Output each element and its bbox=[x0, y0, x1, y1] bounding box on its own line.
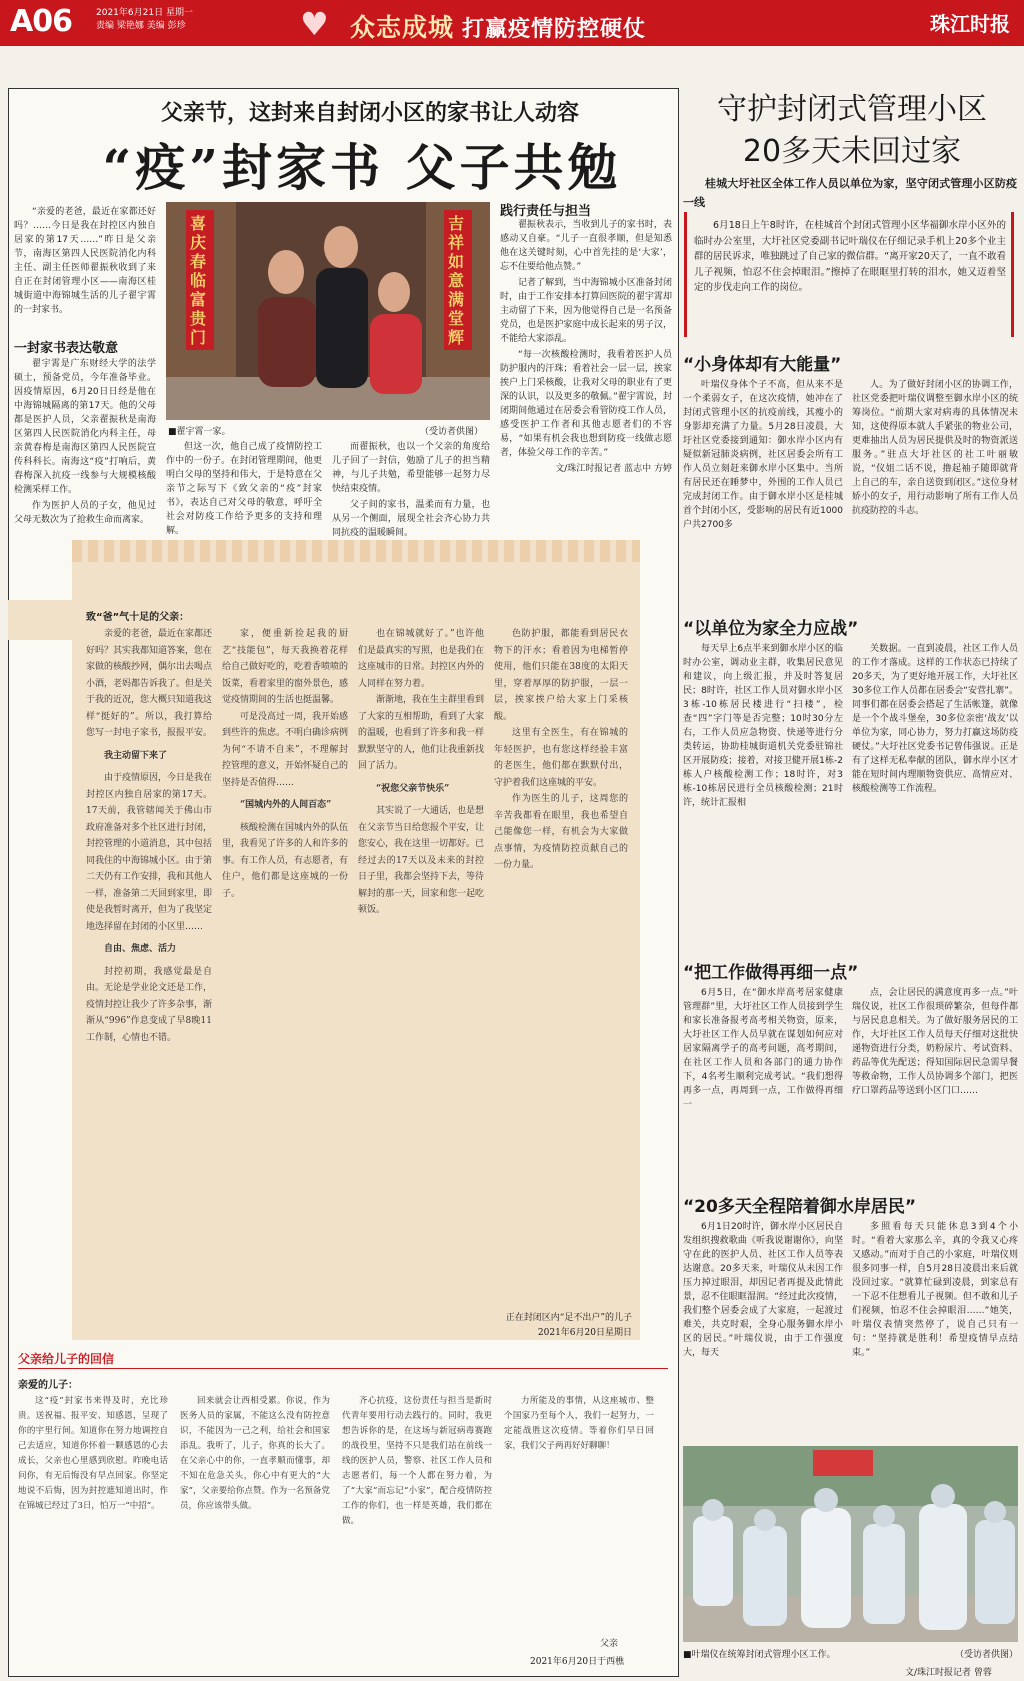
left-headline: “疫”封家书 父子共勉 bbox=[102, 138, 622, 197]
body-text-1: 翟宇霄是广东财经大学的法学硕士，预备党员，今年准备毕业。因疫情原因，6月20日日经是他在中海锦城隔离的第17天。他的父母都是医护人员，父亲翟振秋是南海区第四人民医院消化内科主任，母亲黄春梅是南海区第四人民医院宣传科科长。南海这“疫”打响后，黄春梅深入抗疫一线参与大规模核酸检测采样工作。 bbox=[14, 359, 156, 495]
right-byline: 文/珠江时报记者 曾蓉 bbox=[905, 1668, 992, 1678]
reply-text-1: 这“疫”封家书来得及时，充比珍贵。送祝福、报平安、知感恩，呈现了你的宇里行间。知道你在努力地调控自己去适应，知道你怀着一颗感恩的心去成长，父亲也心里感到欣慰。昨晚电话问你，有无后悔没有早点回家。你坚定地说不后悔，因为封控遮知道出时，作在锦城已经过了3日，怕万一“中招”。 bbox=[18, 1396, 168, 1511]
reply-text-4: 力所能及的事情，从这座城市、整个国家乃至每个人，我们一起努力，一定能战胜这次疫情。等着你们早日回家，我们父子两再好好聊聊！ bbox=[504, 1396, 654, 1451]
letter-subhead-4: “祝您父亲节快乐” bbox=[376, 783, 450, 794]
family-photo bbox=[166, 202, 490, 420]
letter-text-3: 也在锦城就好了。”也许他们是最真实的写照，也是我们在这座城市的日常。封控区内外的人同样在努力着。 bbox=[358, 629, 485, 689]
letter-subhead-3: “国城内外的人间百态” bbox=[240, 800, 332, 810]
right-s4-text-1: 6月1日20时许，御水岸小区居民自发组织搜救歌曲《听我说谢谢你》，向坚守在此的医护人员、社区工作人员等表达谢意。20多天来，叶瑞仪从未因工作压力掉过眼泪，却因记者再提及此情此景，忍不住眼眶湿润。“经过此次疫情，我们整个居委会成了大家庭，一起渡过难关，共克时艰，全身心服务御水岸小区的居民。”叶瑞仪说，由于工作强度大，每天 bbox=[683, 1222, 843, 1358]
body-column-1 bbox=[14, 357, 156, 529]
community-photo-credit: （受访者供图） bbox=[955, 1650, 1019, 1660]
right-subhead-1: “小身体却有大能量” bbox=[683, 355, 842, 375]
letter-text-3b: 渐渐地，我在生主群里看到了大家的互相帮助，看到了大家的温暖，也看到了许多和我一样默默坚守的人，他们让我重新找回了活力。 bbox=[358, 695, 485, 771]
section-title-main: 众志成城 bbox=[350, 13, 455, 42]
letter-column-1 bbox=[86, 626, 212, 1046]
right-deck bbox=[683, 174, 1017, 214]
mid-text-1: 但这一次，他自己成了疫情防控工作中的一份子。在封闭管理期间，他更明白父母的坚持和伟大，于是特意在父亲节之际写下《致父亲的“疫”封家书》，表达自己对父母的敬意，呼吁全社会对防疫工作给予更多的支持和理解。 bbox=[166, 442, 322, 536]
letter-side-tab bbox=[8, 600, 72, 640]
right-deck-text: 桂城大圩社区全体工作人员以单位为家，坚守闭式管理小区防疫一线 bbox=[683, 177, 1017, 209]
reply-text-2: 回来就会让西相受累。你说，作为医务人员的家属，不能这么没有防控意识，不能因为一己之利，给社会和国家添乱。我听了，儿子，你真的长大了。在父亲心中的你，一直孝顺而懂事，却不知在危急关头，你心中有更大的“大家”，父亲要给你点赞。作为一名预备党员，你应该带头做。 bbox=[180, 1396, 330, 1511]
right-s3-text-2: 点，会让居民的满意度再多一点。”叶瑞仪说，社区工作很琐碎繁杂，但每件都与居民息息相关。为了做好服务居民的工作，大圩社区工作人员每天仔细对这批快递物资进行分类，奶粉尿片、考试资料、药品等优先配送；得知国际居民急需早餐等救命物，工作人员协调多个部门，把医疗口罩药品等送到小区门口…… bbox=[852, 988, 1018, 1096]
letter-greeting: 致“爸”气十足的父亲： bbox=[86, 612, 190, 623]
reply-column-3 bbox=[342, 1394, 492, 1529]
masthead-meta bbox=[96, 7, 193, 33]
editors-line: 责编 梁艳娜 美编 彭珍 bbox=[96, 21, 186, 31]
reply-date: 2021年6月20日于西樵 bbox=[530, 1657, 625, 1667]
masthead-band bbox=[0, 0, 1024, 46]
letter-text-4c: 作为医生的儿子，这周您的辛苦我都看在眼里，我也希望自己能像您一样，有机会为大家做点事情，为疫情防控贡献自己的一份力量。 bbox=[494, 794, 628, 870]
letter-column-4 bbox=[494, 626, 628, 874]
mid-column-2 bbox=[332, 440, 490, 542]
photo-credit: （受访者供图） bbox=[420, 427, 484, 437]
right-s2-text-1: 每天早上6点半来到御水岸小区的临时办公室，调动业主群，收集居民意见和建议，向上级汇报，并及时答复居民；8时许，社区工作人员对御水岸小区3栋-10栋居民楼进行“扫楼”，检查“四”字门等是否完整；10时30分左右，工作人员应急物资、快递等进行分类转运，协助桂城街道机关党委驻锦社区开展防疫；接着，对接卫健开展1栋-2栋人户核酸检测工作；18时许，对3栋-10栋居民进行全员核酸检测；21时许，统计汇报相 bbox=[683, 644, 843, 808]
left-byline: 文/珠江时报记者 蓝志中 方婷 bbox=[555, 464, 672, 474]
reply-salutation: 亲爱的儿子： bbox=[18, 1380, 78, 1391]
letter-text-2: 家，便重新捡起我的厨艺“技能包”，每天我换着花样给自己做好吃的，吃着香喷喷的饭菜，看着家里的窗外景色，感觉疫情期间的生活也挺温馨。 bbox=[222, 629, 349, 705]
letter-subhead-1: 我主动留下来了 bbox=[104, 750, 168, 761]
letter-text-2c: 核酸检测在国城内外的队伍里，我看见了许多的人和许多的事。有工作人员，有志愿者，有住户，他们都是这座城的一份子。 bbox=[222, 822, 349, 899]
mid-text-3: 父子间的家书，温柔而有力量，也从另一个侧面，展现全社会齐心协力共同抗疫的温暖瞬间。 bbox=[332, 500, 490, 538]
letter-column-3 bbox=[358, 626, 484, 919]
right-lead-text: 6月18日上午8时许，在桂城首个封闭式管理小区华福御水岸小区外的临时办公室里，大圩社区党委副书记叶瑞仪在仔细记录手机上20多个业主群的居民诉求，唯独跳过了自己家的微信群。“离开家20天了，一直不敢看儿子视频，怕忍不住会掉眼泪。”擦掉了在眼眶里打转的泪水，她又迈着坚定的步伐走向工作的岗位。 bbox=[694, 220, 1006, 293]
right-s4-col1 bbox=[683, 1220, 843, 1362]
couplet-right: 吉祥如意满堂辉 bbox=[448, 214, 465, 347]
letter-text-3c: 其实说了一大通话，也是想在父亲节当日给您报个平安，让您安心，我在这里一切都好。已经过去的17天以及未来的封控日子里，我都会坚持下去，等待解封的那一天，回家和您一起吃顿饭。 bbox=[358, 806, 485, 915]
right-s3-col2 bbox=[852, 986, 1018, 1100]
reply-column-4 bbox=[504, 1394, 654, 1454]
right-s1-text-2: 人。为了做好封闭小区的协调工作，社区党委把叶瑞仪调整至御水岸小区的统筹岗位。“前期大家对病毒的具体情况未知，这使得原本就人手紧张的物业公司，更难抽出人员为居民提供及时的物资派送服务。”驻点大圩社区的社工叶丽敏说，“仪姐二话不说，撸起袖子随即就背上自己的车，亲自送资到闭区。”这位身材娇小的女子，用行动影响了所有工作人员抗疫防控的斗志。 bbox=[852, 380, 1018, 516]
right-s1-text-1: 叶瑞仪身体个子不高，但从来不是一个柔弱女子，在这次疫情，她冲在了封闭式管理小区的抗疫前线，其瘦小的身影却充满了力量。5月28日凌晨，大圩社区党委接到通知：御水岸小区内有疑似新冠肺炎病例，社区居委会所有工作人员立刻赶来御水岸小区集中。当所有居民还在睡梦中，外围的工作人员已完成封闭工作。由于御水岸小区是桂城首个封闭小区，受影响的居民有近1000户共2700多 bbox=[683, 380, 843, 530]
reply-title: 父亲给儿子的回信 bbox=[18, 1352, 115, 1366]
right-s3-col1 bbox=[683, 986, 843, 1114]
body-text-5: “每一次核酸检测时，我看着医护人员防护服内的汗珠；看着社会一层一层，挨家挨户上门采核酸，让我对父母的职业有了更深的认识，以及更多的敬佩。”翟宇霄说，封闭期间他通过在居委会看管防疫工作人员，感受医护工作者和其他志愿者们的不容易，“如果有机会我也想到防疫一线做志愿者，体验父母工作的辛苦。” bbox=[500, 350, 672, 458]
right-subhead-2: “以单位为家全力应战” bbox=[683, 619, 859, 639]
section-title-sub: 打赢疫情防控硬仗 bbox=[462, 16, 647, 42]
left-kicker: 父亲节，这封来自封闭小区的家书让人动容 bbox=[160, 101, 579, 126]
reply-rule bbox=[18, 1368, 668, 1369]
right-s1-col1 bbox=[683, 378, 843, 534]
community-photo-caption: ■叶瑞仪在统筹封闭式管理小区工作。 bbox=[683, 1650, 836, 1660]
page-number: A06 bbox=[10, 4, 72, 39]
community-photo-illustration bbox=[683, 1446, 1018, 1642]
letter-date: 2021年6月20日星期日 bbox=[537, 1328, 632, 1338]
letter-text-1b: 由于疫情原因，今日是我在封控区内独自居家的第17天。17天前，我管辖闻关于佛山市政府准备对多个社区进行封闭，封控管理的小道消息，其中包括同我住的中海锦城小区。由于第二天仍有工作安排，我和其他人一样，准备第二天回到家里，即使是我暂时离开，但为了我坚定地选择留在封闭的小区里…… bbox=[86, 773, 213, 932]
reply-column-2 bbox=[180, 1394, 330, 1514]
right-s2-col1 bbox=[683, 642, 843, 812]
subhead-responsibility: 践行责任与担当 bbox=[500, 204, 592, 219]
letter-text-4: 色防护服，都能看到居民衣物下的汗水；看着因为电梯暂停使用，他们只能在38度的太阳天里，穿着厚厚的防护服，一层一层，挨家挨户给大家上门采核酸。 bbox=[494, 629, 628, 722]
right-subhead-3: “把工作做得再细一点” bbox=[683, 963, 859, 983]
body-text-2: 作为医护人员的子女，他见过父母无数次为了抢救生命而离家。 bbox=[14, 501, 156, 525]
right-s2-col2 bbox=[852, 642, 1018, 798]
right-s1-col2 bbox=[852, 378, 1018, 520]
reply-text-3: 齐心抗疫，这份责任与担当是新时代青年要用行动去践行的。同时，我更想告诉你的是，在这场与新冠病毒赛跑的战役里，坚持不只是我们站在前线一线的医护人员，警察、社区工作人员和志愿者们，每一个人都在努力着，为了“大家”而忘记“小家”，配合疫情防控工作的你们，也一样是英雄，我们都在做。 bbox=[342, 1396, 492, 1526]
letter-text-1: 亲爱的老爸，最近在家都还好吗？其实我都知道答案，您在家做的核酸抄网，偶尔出去喝点小酒，老妈都告诉我了。但是关于我的近况，您大概只知道我这样“挺好的”。所以，我打算给您写一封电子家书，报报平安。 bbox=[86, 629, 213, 738]
right-s2-text-2: 关数据。一直到凌晨，社区工作人员的工作才落成。这样的工作状态已持续了20多天，为了更好地开展工作，大圩社区30多位工作人员都在居委会“安营扎寨”。同事们都在居委会搭起了生活帐篷，就像是一个个战斗堡垒，30多位亲密‘战友’以单位为家，同心协力，努力打赢这场防疫硬仗。”大圩社区党委书记曾伟强说。正是有了这样无私奉献的团队，御水岸小区才能在短时间内理顺物资供应、高情应对、核酸检测等工作流程。 bbox=[852, 644, 1018, 794]
letter-signature: 正在封闭区内“足不出户”的儿子 bbox=[505, 1313, 632, 1323]
paper-logo: 珠江时报 bbox=[930, 12, 1010, 36]
reply-sign: 父亲 bbox=[600, 1639, 619, 1649]
photo-caption: ■翟宇霄一家。 bbox=[168, 427, 231, 437]
family-photo-illustration bbox=[166, 202, 490, 420]
body-text-4: 记者了解到，当中海锦城小区准备封闭时，由于工作安排本打算回医院的翟宇霄却主动留了下来，因为他觉得自己是一名预备党员，也是医护家庭中成长起来的男子汉，不能给大家添乱。 bbox=[500, 278, 672, 344]
section-title bbox=[350, 8, 646, 44]
subhead-letter-respect: 一封家书表达敬意 bbox=[14, 341, 119, 356]
letter-text-1c: 封控初期，我感觉最是自由。无论是学业论文还是工作，疫情封控让我少了许多杂事，渐渐从“996”作息变成了早8晚11工作制，心情也不错。 bbox=[86, 966, 213, 1043]
letter-text-4b: 这里有全医生，有在锦城的年轻医护，也有您这样经验丰富的老医生，他们都在默默付出，守护着我们这座城的平安。 bbox=[494, 728, 628, 788]
mid-text-2: 而翟振秋，也以一个父亲的角度给儿子回了一封信，勉励了儿子的担当精神，与儿子共勉，希望能够一起努力尽快结束疫情。 bbox=[332, 442, 490, 494]
date-line: 2021年6月21日 星期一 bbox=[96, 8, 193, 18]
mid-column-1 bbox=[166, 440, 322, 540]
right-headline-1: 守护封闭式管理小区 bbox=[717, 92, 987, 127]
right-headline-2: 20多天未回过家 bbox=[742, 134, 962, 169]
intro-text: “亲爱的老爸，最近在家都还好吗？……今日是我在封控区内独自居家的第17天……”昨日是父亲节，南海区第四人民医院消化内科主任、副主任医师翟振秋收到了来自正在封闭管理小区——南海区桂城街道中海锦城生活的儿子翟宇霄的一封家书。 bbox=[14, 207, 156, 315]
letter-column-2 bbox=[222, 626, 348, 902]
right-lead bbox=[694, 218, 1006, 298]
right-s3-text-1: 6月5日，在“御水岸高考居家健康管理群”里，大圩社区工作人员接到学生和家长准备报考高考相关物资，原来，大圩社区工作人员早就在谋划如何应对居家隔离学子的高考问题，高考期间，在社区工作人员和各部门的通力协作下，4名考生顺利完成考试。“我们想得再多一点，再周到一点，工作做得再细一 bbox=[683, 988, 843, 1110]
heart-icon: ♥ bbox=[300, 5, 329, 43]
right-subhead-4: “20多天全程陪着御水岸居民” bbox=[683, 1197, 917, 1217]
body-text-3: 翟振秋表示，当收到儿子的家书时，表感动又自豪。“儿子一直很孝顺，但是知悉他在这关键时刻，心中首先挂的是‘大家’，忘不住要给他点赞。” bbox=[500, 220, 672, 272]
body-column-3 bbox=[500, 218, 672, 478]
right-s4-col2 bbox=[852, 1220, 1018, 1362]
community-photo bbox=[683, 1446, 1018, 1642]
letter-dot-border bbox=[72, 540, 640, 562]
reply-column-1 bbox=[18, 1394, 168, 1514]
couplet-left: 喜庆春临富贵门 bbox=[190, 214, 207, 347]
letter-text-2b: 可是没高过一周，我开始感到些许的焦虑。不明白确诊病例为何“不请不自来”，不理解封控管理的意义，开始怀疑自己的坚持是否值得…… bbox=[222, 711, 349, 788]
right-s4-text-2: 多照看每天只能休息3到4个小时。“看着大家那么辛，真的令我又心疼又感动。”而对于自己的小家庭，叶瑞仪则很多同事一样，自5月28日凌晨出来后就没回过家。“就算忙碌到凌晨，到家总有一下忍不住想看儿子视频。但不敢和儿子们视频，怕忍不住会掉眼泪……”她笑，叶瑞仪表情突然停了，说自己只有一句：“坚持就是胜利！希望疫情早点结束。” bbox=[852, 1222, 1018, 1358]
letter-subhead-2: 自由、焦虑、活力 bbox=[104, 944, 177, 954]
intro-column bbox=[14, 205, 156, 319]
